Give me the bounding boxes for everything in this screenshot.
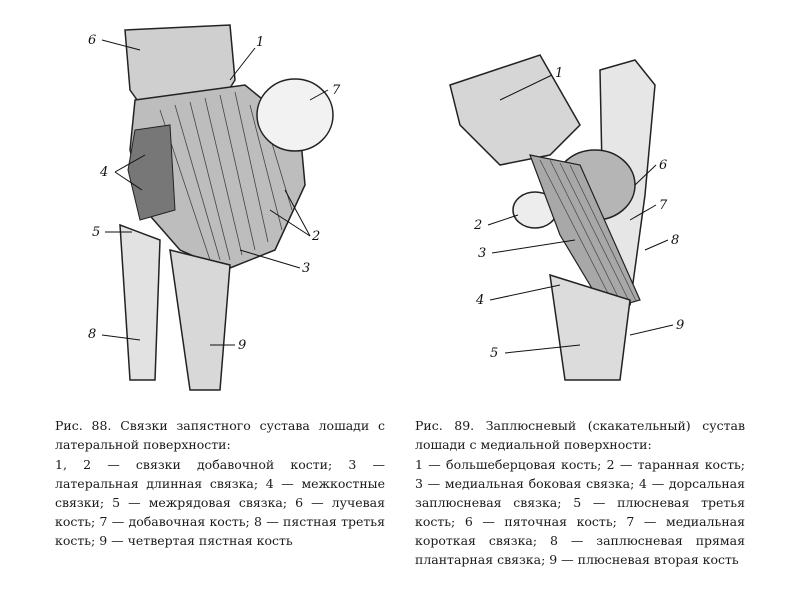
fig88-label-6: 6: [88, 33, 97, 48]
figure-89-caption: [415, 416, 745, 569]
figure-88-caption: [55, 416, 385, 550]
fig88-label-3: 3: [302, 261, 311, 276]
carpal-joint-drawing: [60, 10, 360, 400]
fig88-label-2: 2: [312, 229, 321, 244]
fig88-label-7: 7: [332, 83, 341, 98]
hock-joint-drawing: [430, 45, 720, 385]
fig88-label-5: 5: [92, 225, 101, 240]
figure-88-caption-title: Рис. 88. Связки запястного сустава лошади с латеральной поверхности:: [55, 418, 385, 452]
fig89-label-1: 1: [555, 66, 564, 81]
figure-89-caption-title: Рис. 89. Заплюсневый (скакательный) сустав лошади с медиальной поверхности:: [415, 418, 745, 452]
fig89-label-2: 2: [474, 218, 483, 233]
fig89-label-4: 4: [476, 293, 485, 308]
fig89-label-5: 5: [490, 346, 499, 361]
fig88-label-1: 1: [256, 35, 265, 50]
fig88-label-8: 8: [88, 327, 97, 342]
fig88-label-4: 4: [100, 165, 109, 180]
fig89-label-8: 8: [671, 233, 680, 248]
fig89-label-7: 7: [659, 198, 668, 213]
fig89-label-6: 6: [659, 158, 668, 173]
figure-89-illustration: [430, 45, 720, 385]
fig89-label-9: 9: [676, 318, 685, 333]
fig88-label-9: 9: [238, 338, 247, 353]
figure-88-illustration: [60, 10, 360, 400]
figure-89-caption-body: 1 — большеберцовая кость; 2 — таранная кость; 3 — медиальная боковая связка; 4 — дорсальная заплюсневая связка; 5 — плюсневая третья кость; 6 — пяточная кость; 7 — медиальная короткая связка; 8 — заплюсневая прямая плантарная связка; 9 — плюсневая вторая кость: [415, 457, 745, 567]
fig89-label-3: 3: [478, 246, 487, 261]
figure-88-caption-body: 1, 2 — связки добавочной кости; 3 — латеральная длинная связка; 4 — межкостные связки; 5 — межрядовая связка; 6 — лучевая кость; 7 — добавочная кость; 8 — пястная третья кость; 9 — четвертая пястная кость: [55, 457, 385, 548]
